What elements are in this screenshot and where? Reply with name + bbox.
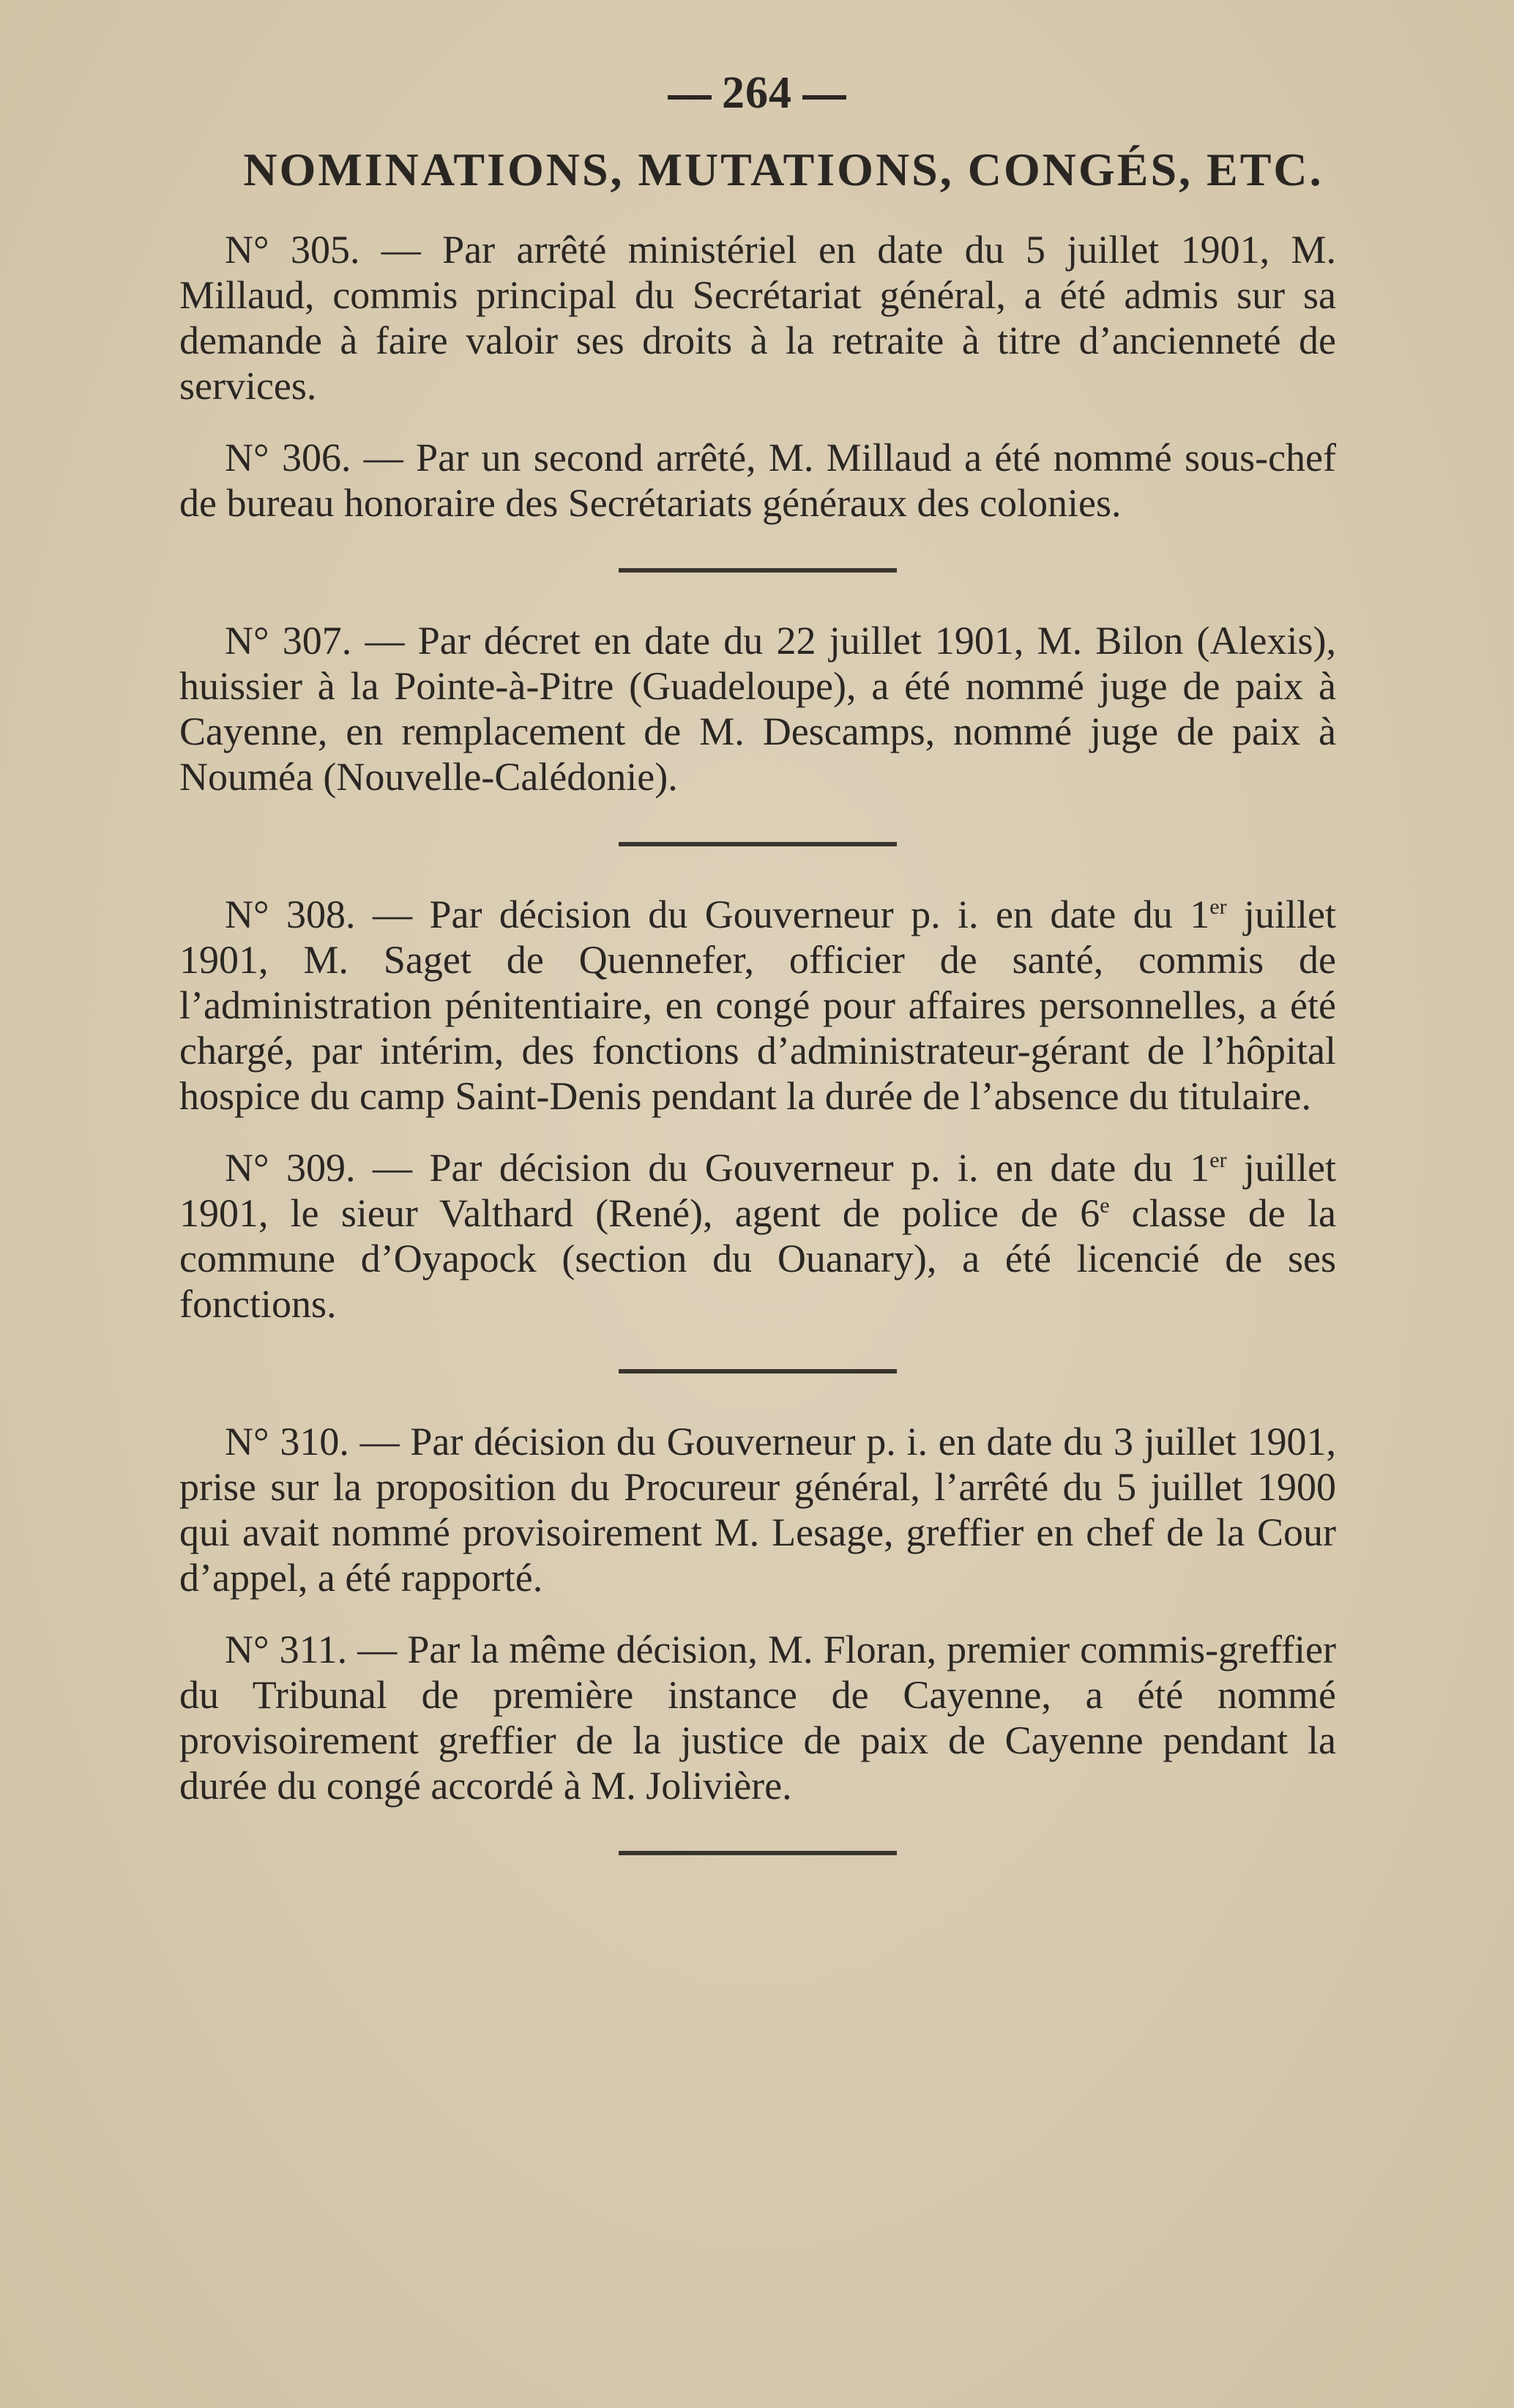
entry-307: N° 307. — Par décret en date du 22 juillet 1901, M. Bilon (Alexis), huissier à la Pointe-à-Pitre (Guadeloupe), a été nommé juge de paix à Cayenne, en remplacement de M. Descamps, nommé juge de paix à Nouméa (Nouvelle-Calédonie).: [179, 619, 1336, 799]
entry-308-superscript: er: [1209, 895, 1227, 919]
separator-rule: [619, 1369, 897, 1373]
entry-308: [179, 892, 1336, 1119]
section-heading: NOMINATIONS, MUTATIONS, CONGÉS, ETC.: [243, 143, 1324, 195]
entry-308-text-end: juillet 1901, M. Saget de Quennefer, officier de santé, commis de l’administration pénitentiaire, en congé pour affaires personnelles, a été chargé, par intérim, des fonctions d’administrateur-gérant de l’hôpital hospice du camp Saint-Denis pendant la durée de l’absence du titulaire.: [179, 892, 1336, 1118]
page-number: [0, 67, 1514, 119]
entry-309-text-middle: juillet 1901, le sieur Valthard (René), agent de police de 6: [179, 1146, 1336, 1235]
entry-311: N° 311. — Par la même décision, M. Floran, premier commis-greffier du Tribunal de première instance de Cayenne, a été nommé provisoirement greffier de la justice de paix de Cayenne pendant la durée du congé accordé à M. Jolivière.: [179, 1628, 1336, 1808]
page-number-right-dash: [802, 95, 846, 100]
entry-309-text-end: classe de la commune d’Oyapock (section du Ouanary), a été licencié de ses fonctions.: [179, 1191, 1336, 1326]
entry-309-text-start: N° 309. — Par décision du Gouverneur p. i. en date du 1: [225, 1146, 1210, 1190]
page-number-text: 264: [722, 68, 792, 118]
page-number-left-dash: [668, 95, 712, 100]
entries-list: [179, 227, 1336, 1901]
separator-rule: [619, 568, 897, 573]
entry-306: N° 306. — Par un second arrêté, M. Millaud a été nommé sous-chef de bureau honoraire des Secrétariats généraux des colonies.: [179, 436, 1336, 525]
entry-309-superscript-2: e: [1100, 1193, 1110, 1218]
entry-305: N° 305. — Par arrêté ministériel en date du 5 juillet 1901, M. Millaud, commis principal du Secrétariat général, a été admis sur sa demande à faire valoir ses droits à la retraite à titre d’ancienneté de services.: [179, 228, 1336, 408]
entry-310: N° 310. — Par décision du Gouverneur p. i. en date du 3 juillet 1901, prise sur la proposition du Procureur général, l’arrêté du 5 juillet 1900 qui avait nommé provisoirement M. Lesage, greffier en chef de la Cour d’appel, a été rapporté.: [179, 1420, 1336, 1600]
entry-309-superscript: er: [1209, 1148, 1227, 1172]
entry-308-text-start: N° 308. — Par décision du Gouverneur p. i. en date du 1: [225, 892, 1210, 936]
separator-rule: [619, 1851, 897, 1855]
separator-rule: [619, 842, 897, 846]
entry-309: [179, 1145, 1336, 1327]
